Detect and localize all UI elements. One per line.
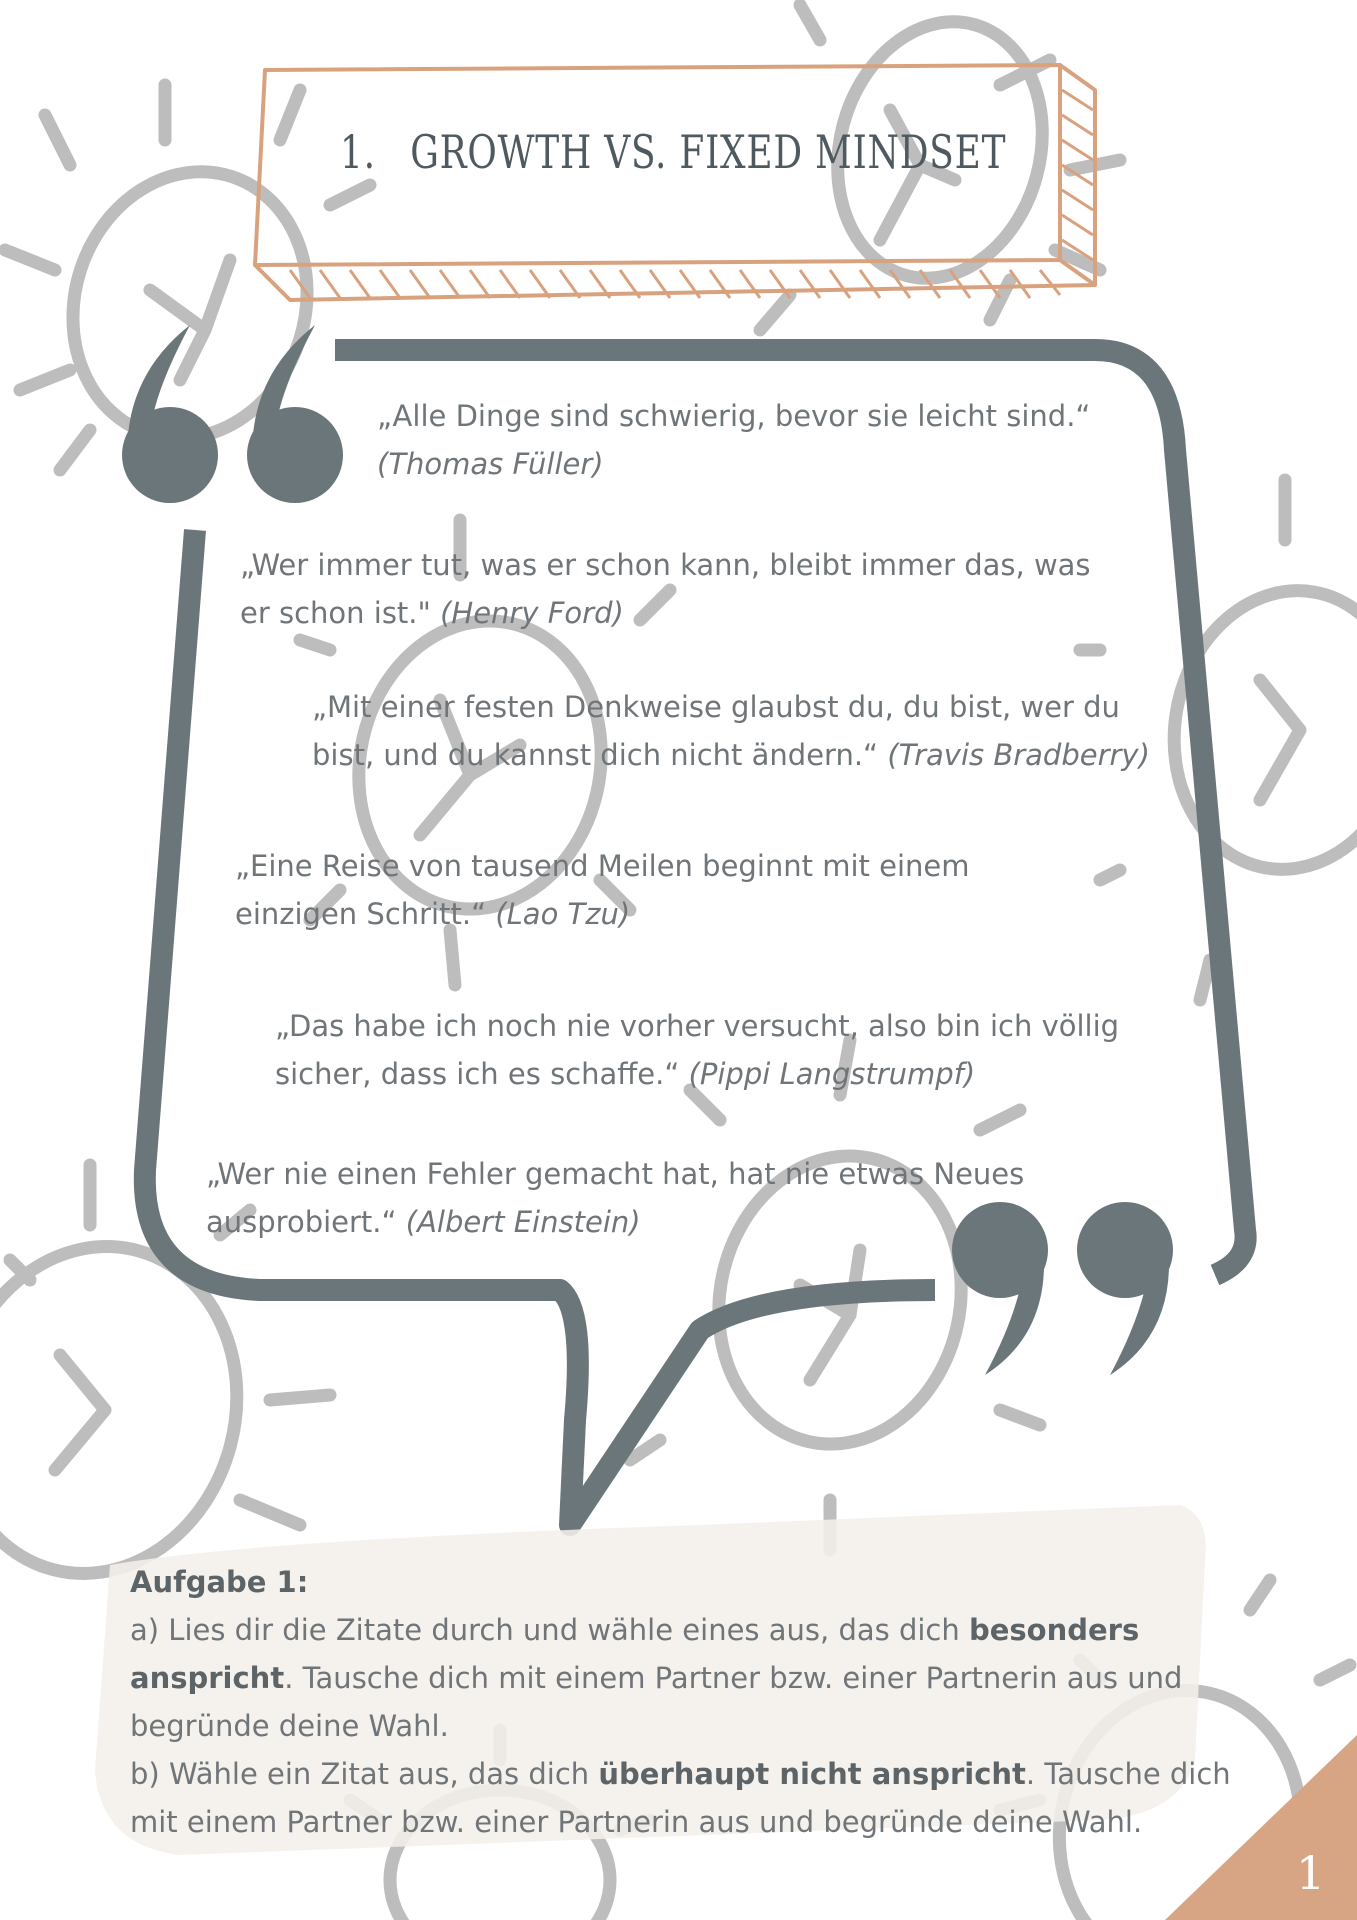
quote-author: (Pippi Langstrumpf) xyxy=(688,1057,976,1091)
quote-author: (Travis Bradberry) xyxy=(887,738,1150,772)
quote-text: einzigen Schritt.“ xyxy=(235,897,487,931)
task-a-text-end: . Tausche dich mit einem Partner bzw. einer Partnerin aus und begründe deine Wahl. xyxy=(130,1661,1183,1743)
page-number: 1 xyxy=(1296,1846,1326,1900)
task-b-text-end: . Tausche dich mit einem Partner bzw. einer Partnerin aus und begründe deine Wahl. xyxy=(130,1757,1231,1839)
quote-text: er schon ist." xyxy=(240,596,431,630)
quote-text: „Wer nie einen Fehler gemacht hat, hat nie etwas Neues xyxy=(206,1157,1025,1191)
quote-author: (Albert Einstein) xyxy=(405,1205,641,1239)
quote-author: (Thomas Füller) xyxy=(377,447,604,481)
opening-quote-icon xyxy=(122,325,343,503)
title-number: 1. xyxy=(340,125,376,179)
quote-text: ausprobiert.“ xyxy=(206,1205,397,1239)
clock-icon xyxy=(0,1214,273,1605)
task-a-emphasis: besonders anspricht xyxy=(130,1613,1140,1695)
quote-item xyxy=(206,1150,1024,1246)
title-text: GROWTH VS. FIXED MINDSET xyxy=(410,125,1007,179)
task-b-text: b) Wähle ein Zitat aus, das dich xyxy=(130,1757,599,1791)
task-section xyxy=(130,1558,1270,1846)
task-heading: Aufgabe 1: xyxy=(130,1565,309,1599)
quote-item xyxy=(312,683,1150,779)
quote-item xyxy=(377,392,1090,488)
task-a-text: a) Lies dir die Zitate durch und wähle eines aus, das dich xyxy=(130,1613,969,1647)
quote-item xyxy=(240,541,1091,637)
quote-text: sicher, dass ich es schaffe.“ xyxy=(275,1057,680,1091)
quote-author: (Lao Tzu) xyxy=(495,897,631,931)
quote-item xyxy=(235,842,970,938)
quote-text: „Alle Dinge sind schwierig, bevor sie leicht sind.“ xyxy=(377,399,1091,433)
task-b xyxy=(130,1750,1270,1846)
quote-text: „Mit einer festen Denkweise glaubst du, du bist, wer du xyxy=(312,690,1120,724)
task-a xyxy=(130,1606,1270,1750)
quote-item xyxy=(275,1002,1119,1098)
quote-text: „Eine Reise von tausend Meilen beginnt mit einem xyxy=(235,849,970,883)
quote-text: bist, und du kannst dich nicht ändern.“ xyxy=(312,738,879,772)
quote-author: (Henry Ford) xyxy=(440,596,624,630)
quote-text: „Das habe ich noch nie vorher versucht, also bin ich völlig xyxy=(275,1009,1120,1043)
quote-text: „Wer immer tut, was er schon kann, bleibt immer das, was xyxy=(240,548,1091,582)
task-b-emphasis: überhaupt nicht anspricht xyxy=(598,1757,1026,1791)
page-title xyxy=(340,125,1007,179)
